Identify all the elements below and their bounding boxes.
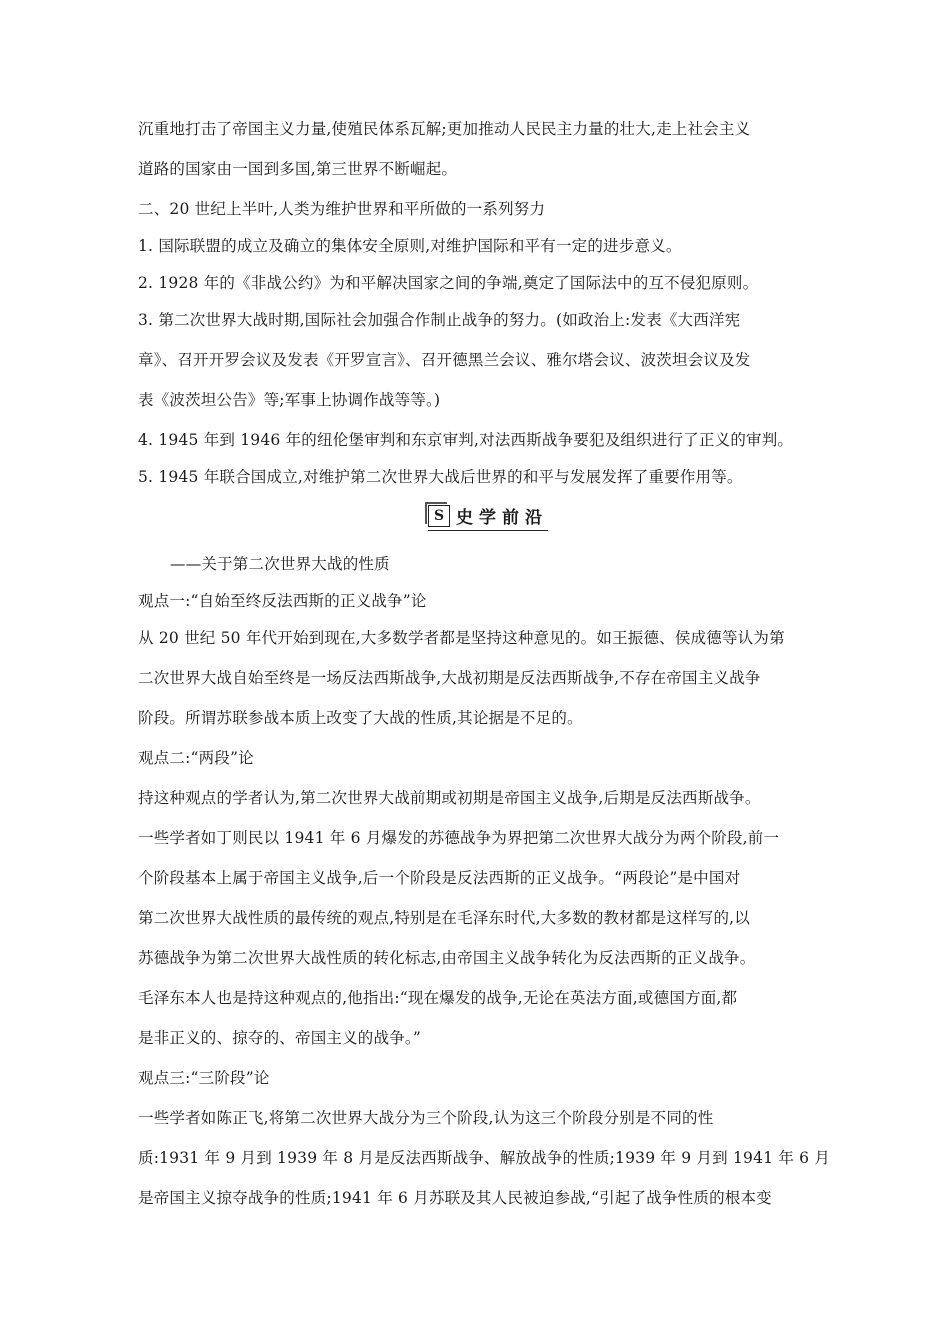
section-heading: 二、20 世纪上半叶,人类为维护世界和平所做的一系列努力 [138,200,546,218]
section-2 [138,198,838,294]
text-line: 章》、召开开罗会议及发表《开罗宣言》、召开德黑兰会议、雅尔塔会议、波茨坦会议及发 [138,351,751,369]
text-line: 持这种观点的学者认为,第二次世界大战前期或初期是帝国主义战争,后期是反法西斯战争。 [138,789,761,807]
text-line: 个阶段基本上属于帝国主义战争,后一个阶段是反法西斯的正义战争。“两段论”是中国对 [138,869,741,887]
list-item-3 [138,309,838,411]
list-item: 2. 1928 年的《非战公约》为和平解决国家之间的争端,奠定了国际法中的互不侵犯原则。 [138,274,759,292]
banner-box [428,503,548,531]
text-line: 一些学者如陈正飞,将第二次世界大战分为三个阶段,认为这三个阶段分别是不同的性 [138,1109,714,1127]
view-title: 观点三:“三阶段”论 [138,1069,270,1087]
text-line: 二次世界大战自始至终是一场反法西斯战争,大战初期是反法西斯战争,不存在帝国主义战争 [138,669,761,687]
text-line: 是非正义的、掠夺的、帝国主义的战争。” [138,1029,421,1047]
view-title: 观点一:“自始至终反法西斯的正义战争”论 [138,592,427,610]
text-line: 毛泽东本人也是持这种观点的,他指出:“现在爆发的战争,无论在英法方面,或德国方面,都 [138,989,738,1007]
view-title: 观点二:“两段”论 [138,749,254,767]
text-line: 沉重地打击了帝国主义力量,使殖民体系瓦解;更加推动人民民主力量的壮大,走上社会主义 [138,120,751,138]
text-line: 道路的国家由一国到多国,第三世界不断崛起。 [138,160,458,178]
list-item: 5. 1945 年联合国成立,对维护第二次世界大战后世界的和平与发展发挥了重要作用等。 [138,468,743,486]
text-line: 一些学者如丁则民以 1941 年 6 月爆发的苏德战争为界把第二次世界大战分为两个阶段,前一 [138,829,780,847]
text-line: 第二次世界大战性质的最传统的观点,特别是在毛泽东时代,大多数的教材都是这样写的,以 [138,909,750,927]
text-line: 苏德战争为第二次世界大战性质的转化标志,由帝国主义战争转化为反法西斯的正义战争。 [138,949,756,967]
frontier-section [138,553,838,612]
top-paragraph [138,118,838,180]
s-badge-icon: S [428,505,450,527]
text-line: 从 20 世纪 50 年代开始到现在,大多数学者都是坚持这种意见的。如王振德、侯成德等认为第 [138,629,785,647]
text-line: 阶段。所谓苏联参战本质上改变了大战的性质,其论据是不足的。 [138,709,583,727]
list-items-4-5 [138,429,838,488]
text-line: 3. 第二次世界大战时期,国际社会加强合作制止战争的努力。(如政治上:发表《大西洋宪 [138,311,741,329]
view1-body [138,627,838,1209]
list-item: 1. 国际联盟的成立及确立的集体安全原则,对维护国际和平有一定的进步意义。 [138,237,682,255]
text-line: 是帝国主义掠夺战争的性质;1941 年 6 月苏联及其人民被迫参战,“引起了战争性质的根本变 [138,1189,772,1207]
list-item: 4. 1945 年到 1946 年的纽伦堡审判和东京审判,对法西斯战争要犯及组织进行了正义的审判。 [138,431,794,449]
text-line: 表《波茨坦公告》等;军事上协调作战等等。) [138,391,441,409]
text-line: 质:1931 年 9 月到 1939 年 8 月是反法西斯战争、解放战争的性质;1939 年 9 月到 1941 年 6 月 [138,1149,831,1167]
banner-title: 史学前沿 [456,508,548,528]
section-banner [138,503,838,531]
subtitle: ——关于第二次世界大战的性质 [170,555,390,573]
document-page [138,118,838,1227]
